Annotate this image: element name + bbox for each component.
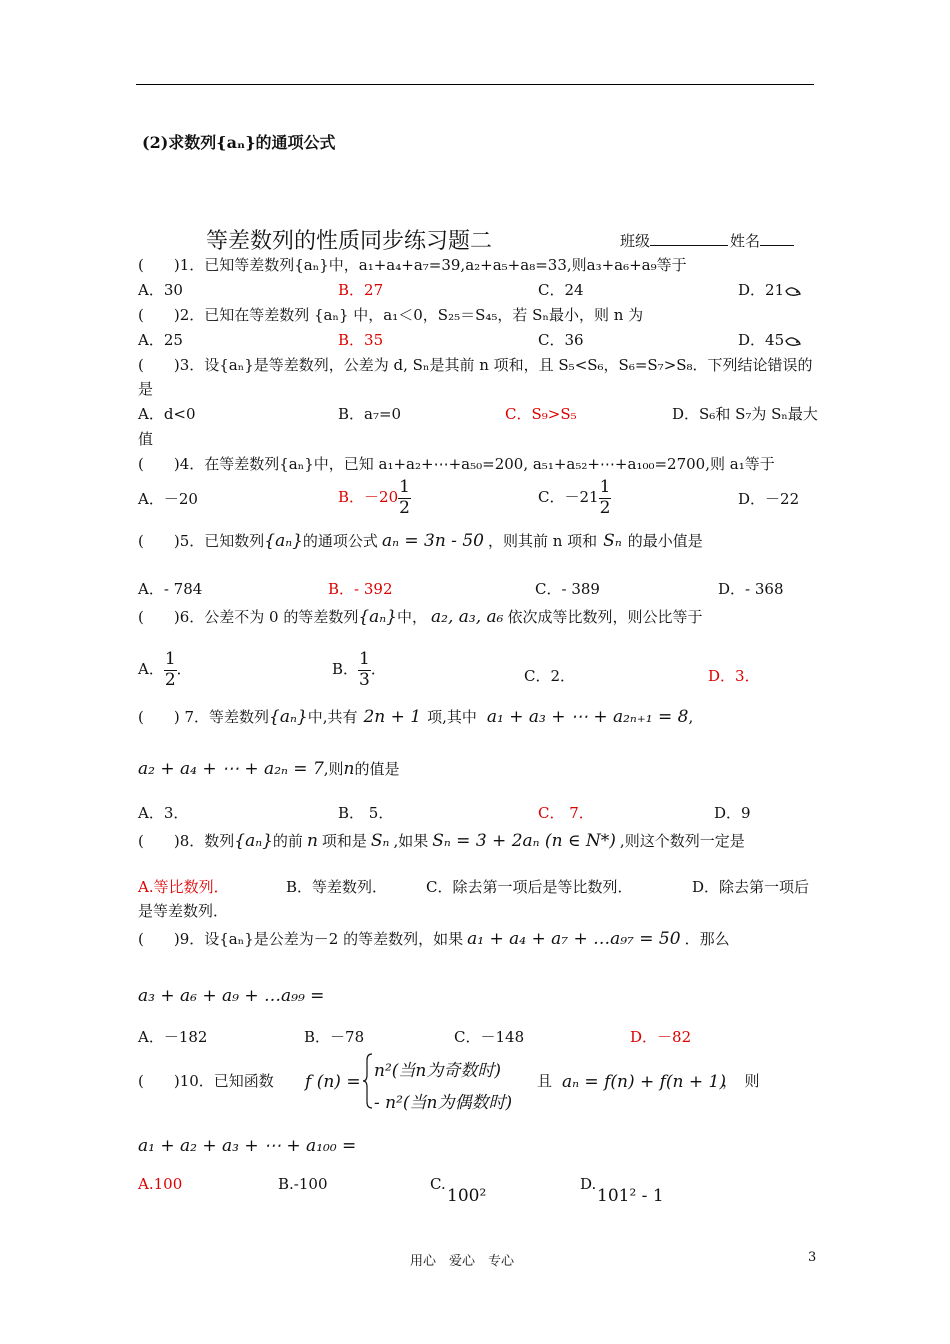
q6-terms: a₂, a₃, a₆: [431, 607, 504, 627]
q7-stem-cont: [138, 758, 400, 779]
q6-stem-post: 依次成等比数列，则公比等于: [507, 608, 703, 626]
q3-option-d[interactable]: D．S₆和 S₇为 Sₙ最大: [672, 405, 818, 423]
q7-stem-end: ,则: [323, 760, 344, 778]
q8-option-d[interactable]: D．除去第一项后: [692, 878, 810, 896]
q3-stem: ( )3．设{aₙ}是等差数列，公差为 d, Sₙ是其前 n 项和，且 S₅<S₆，S₆=S₇>S₈．下列结论错误的: [138, 356, 813, 374]
q4-stem: ( )4．在等差数列{aₙ}中，已知 a₁+a₂+⋯+a₅₀=200, a₅₁+a₅₂+⋯+a₁₀₀=2700,则 a₁等于: [138, 455, 775, 473]
q5-stem-mid: 的通项公式: [302, 532, 378, 550]
q10-then: ， 则: [722, 1072, 760, 1090]
q6-option-d[interactable]: D．3．: [708, 667, 760, 685]
q6-option-b-label: B．: [332, 660, 359, 679]
q8-option-d-cont: 是等差数列．: [138, 902, 229, 920]
mouse-icon: [784, 285, 802, 297]
q2-option-d-text: D．45: [738, 331, 785, 349]
q7-stem-tail: 的值是: [354, 760, 400, 778]
q5-option-b[interactable]: B．- 392: [328, 580, 393, 598]
header-rule: [136, 84, 814, 85]
q10-option-d-label[interactable]: D.: [580, 1175, 597, 1193]
q3-option-b[interactable]: B．a₇=0: [338, 405, 402, 423]
q8-option-a[interactable]: A.等比数列．: [138, 878, 229, 896]
q8-sequence: {aₙ}: [234, 831, 273, 851]
q5-option-d[interactable]: D．- 368: [718, 580, 784, 598]
q5-stem: [138, 530, 703, 551]
q2-stem: ( )2．已知在等差数列 {aₙ} 中，a₁＜0，S₂₅＝S₄₅，若 Sₙ最小，则 n 为: [138, 306, 644, 324]
q8-option-b[interactable]: B．等差数列．: [286, 878, 388, 896]
q4-option-c[interactable]: [538, 478, 611, 518]
q5-formula: aₙ = 3n - 50: [381, 531, 484, 551]
q2-option-b[interactable]: B．35: [338, 331, 384, 349]
q6-option-c[interactable]: C．2．: [524, 667, 576, 685]
q7-n: n: [343, 759, 355, 779]
q1-option-d[interactable]: [738, 279, 802, 300]
q9-option-c[interactable]: C．－148: [454, 1028, 525, 1046]
q8-stem: [138, 830, 745, 851]
q10-option-c-label[interactable]: C.: [430, 1175, 446, 1193]
q7-stem-text: ( ) 7．等差数列: [138, 708, 270, 726]
mouse-icon: [784, 335, 802, 347]
footer-motto: 用心 爱心 专心: [410, 1254, 515, 1269]
q10-an-formula: aₙ = f(n) + f(n + 1): [562, 1072, 727, 1092]
name-label: 姓名: [730, 232, 761, 250]
q6-stem-text: ( )6．公差不为 0 的等差数列: [138, 608, 359, 626]
q10-option-c-value: 100²: [447, 1186, 487, 1206]
q9-option-b[interactable]: B．－78: [304, 1028, 365, 1046]
q1-option-b[interactable]: B．27: [338, 281, 384, 299]
q1-option-c[interactable]: C．24: [538, 281, 584, 299]
q10-case-even: - n²(当n为偶数时): [374, 1093, 513, 1113]
q7-option-b[interactable]: B． 5．: [338, 804, 394, 822]
q3-option-c[interactable]: C．S₉>S₅: [505, 405, 577, 423]
q7-count: 2n + 1: [363, 707, 422, 727]
q6-sequence: {aₙ}: [358, 607, 398, 627]
q10-option-d-value: 101² - 1: [597, 1186, 664, 1206]
q7-option-c[interactable]: C． 7．: [538, 804, 594, 822]
q1-option-d-text: D．21: [738, 281, 785, 299]
q2-option-a[interactable]: A．25: [138, 331, 183, 349]
q9-stem-post: ．那么: [684, 930, 730, 948]
q5-sequence: {aₙ}: [264, 531, 303, 551]
q5-stem-end: 的最小值是: [627, 532, 703, 550]
q8-sn: Sₙ: [370, 831, 390, 851]
q2-option-d[interactable]: [738, 329, 802, 350]
q5-option-c[interactable]: C．- 389: [535, 580, 600, 598]
section-heading: (2)求数列{aₙ}的通项公式: [142, 133, 336, 152]
q4-option-c-fraction: $\frac{1}{2}$: [599, 477, 611, 518]
q4-option-a[interactable]: A．－20: [138, 490, 198, 508]
q7-option-d[interactable]: D．9: [714, 804, 751, 822]
q10-option-a[interactable]: A.100: [138, 1175, 183, 1193]
q6-option-b-fraction: $\frac{1}{3}$: [359, 649, 370, 690]
q3-option-d-cont: 值: [138, 430, 154, 448]
q4-option-c-text: C．－21: [538, 488, 599, 507]
q6-stem: [138, 606, 703, 627]
q9-option-a[interactable]: A．－182: [138, 1028, 208, 1046]
q10-brace: [362, 1053, 374, 1109]
q7-odd-sum: a₁ + a₃ + ⋯ + a₂ₙ₊₁ = 8: [486, 707, 689, 727]
q9-option-d[interactable]: D．－82: [630, 1028, 692, 1046]
q2-option-c[interactable]: C．36: [538, 331, 584, 349]
page-number: 3: [808, 1250, 817, 1265]
q3-stem-cont: 是: [138, 380, 154, 398]
q10-sum: a₁ + a₂ + a₃ + ⋯ + a₁₀₀ =: [138, 1136, 357, 1156]
class-label: 班级: [620, 232, 651, 250]
class-blank[interactable]: [650, 245, 728, 246]
q9-formula-2: a₃ + a₆ + a₉ + …a₉₉ =: [138, 986, 325, 1006]
page-title: 等差数列的性质同步练习题二: [206, 229, 493, 254]
q1-stem: ( )1．已知等差数列{aₙ}中，a₁+a₄+a₇=39,a₂+a₅+a₈=33,则a₃+a₆+a₉等于: [138, 256, 687, 274]
q10-case-odd: n²(当n为奇数时): [374, 1061, 501, 1081]
q10-and: 且: [537, 1072, 553, 1090]
q4-option-b-fraction: $\frac{1}{2}$: [399, 477, 410, 518]
q8-stem-text: ( )8．数列: [138, 832, 235, 850]
q8-stem-mid3: ,如果: [393, 832, 429, 850]
q8-formula: Sₙ = 3 + 2aₙ (n ∈ N*): [432, 831, 616, 851]
name-blank[interactable]: [760, 245, 794, 246]
q4-option-d[interactable]: D．－22: [738, 490, 800, 508]
q7-stem: ( ) 7．等差数列{aₙ}中,共有 2n + 1 项,其中 a₁ + a₃ + ⋯ + a₂ₙ₊₁ = 8,: [138, 707, 694, 727]
q7-sequence: {aₙ}: [269, 707, 308, 727]
q6-stem-mid: 中，: [397, 608, 428, 626]
q5-option-a[interactable]: A．- 784: [138, 580, 203, 598]
q6-option-a[interactable]: A． $\frac{1}{2}$ ．: [138, 649, 192, 690]
q7-stem-post: 项,其中: [427, 708, 477, 726]
q5-sn: Sₙ: [603, 531, 622, 551]
q9-stem: [138, 928, 730, 949]
q10-option-b[interactable]: B.-100: [278, 1175, 328, 1193]
q6-option-b[interactable]: B． $\frac{1}{3}$ ．: [332, 649, 386, 690]
q1-option-a[interactable]: A．30: [138, 281, 183, 299]
q8-stem-mid2: 项和是: [321, 832, 367, 850]
q8-option-c[interactable]: C．除去第一项后是等比数列．: [426, 878, 633, 896]
q4-option-b-text: B．－20: [338, 488, 399, 507]
q10-function-name: f (n) =: [305, 1072, 361, 1092]
q4-option-b[interactable]: [338, 478, 411, 518]
q9-formula-1: a₁ + a₄ + a₇ + …a₉₇ = 50: [467, 929, 681, 949]
q7-stem-mid: 中,共有: [307, 708, 358, 726]
q7-even-sum: a₂ + a₄ + ⋯ + a₂ₙ = 7: [138, 759, 324, 779]
q10-stem-pre: ( )10．已知函数: [138, 1072, 274, 1090]
q6-option-a-fraction: $\frac{1}{2}$: [164, 649, 176, 690]
q6-option-a-label: A．: [138, 660, 164, 679]
q8-stem-post: ,则这个数列一定是: [619, 832, 745, 850]
q5-stem-text: ( )5．已知数列: [138, 532, 265, 550]
q8-n: n: [306, 831, 318, 851]
q9-stem-text: ( )9．设{aₙ}是公差为－2 的等差数列，如果: [138, 930, 464, 948]
q5-stem-post: ，则其前 n 项和: [487, 532, 598, 550]
q8-stem-mid: 的前: [272, 832, 303, 850]
q7-option-a[interactable]: A．3．: [138, 804, 189, 822]
class-field: [620, 230, 794, 251]
q3-option-a[interactable]: A．d<0: [138, 405, 196, 423]
